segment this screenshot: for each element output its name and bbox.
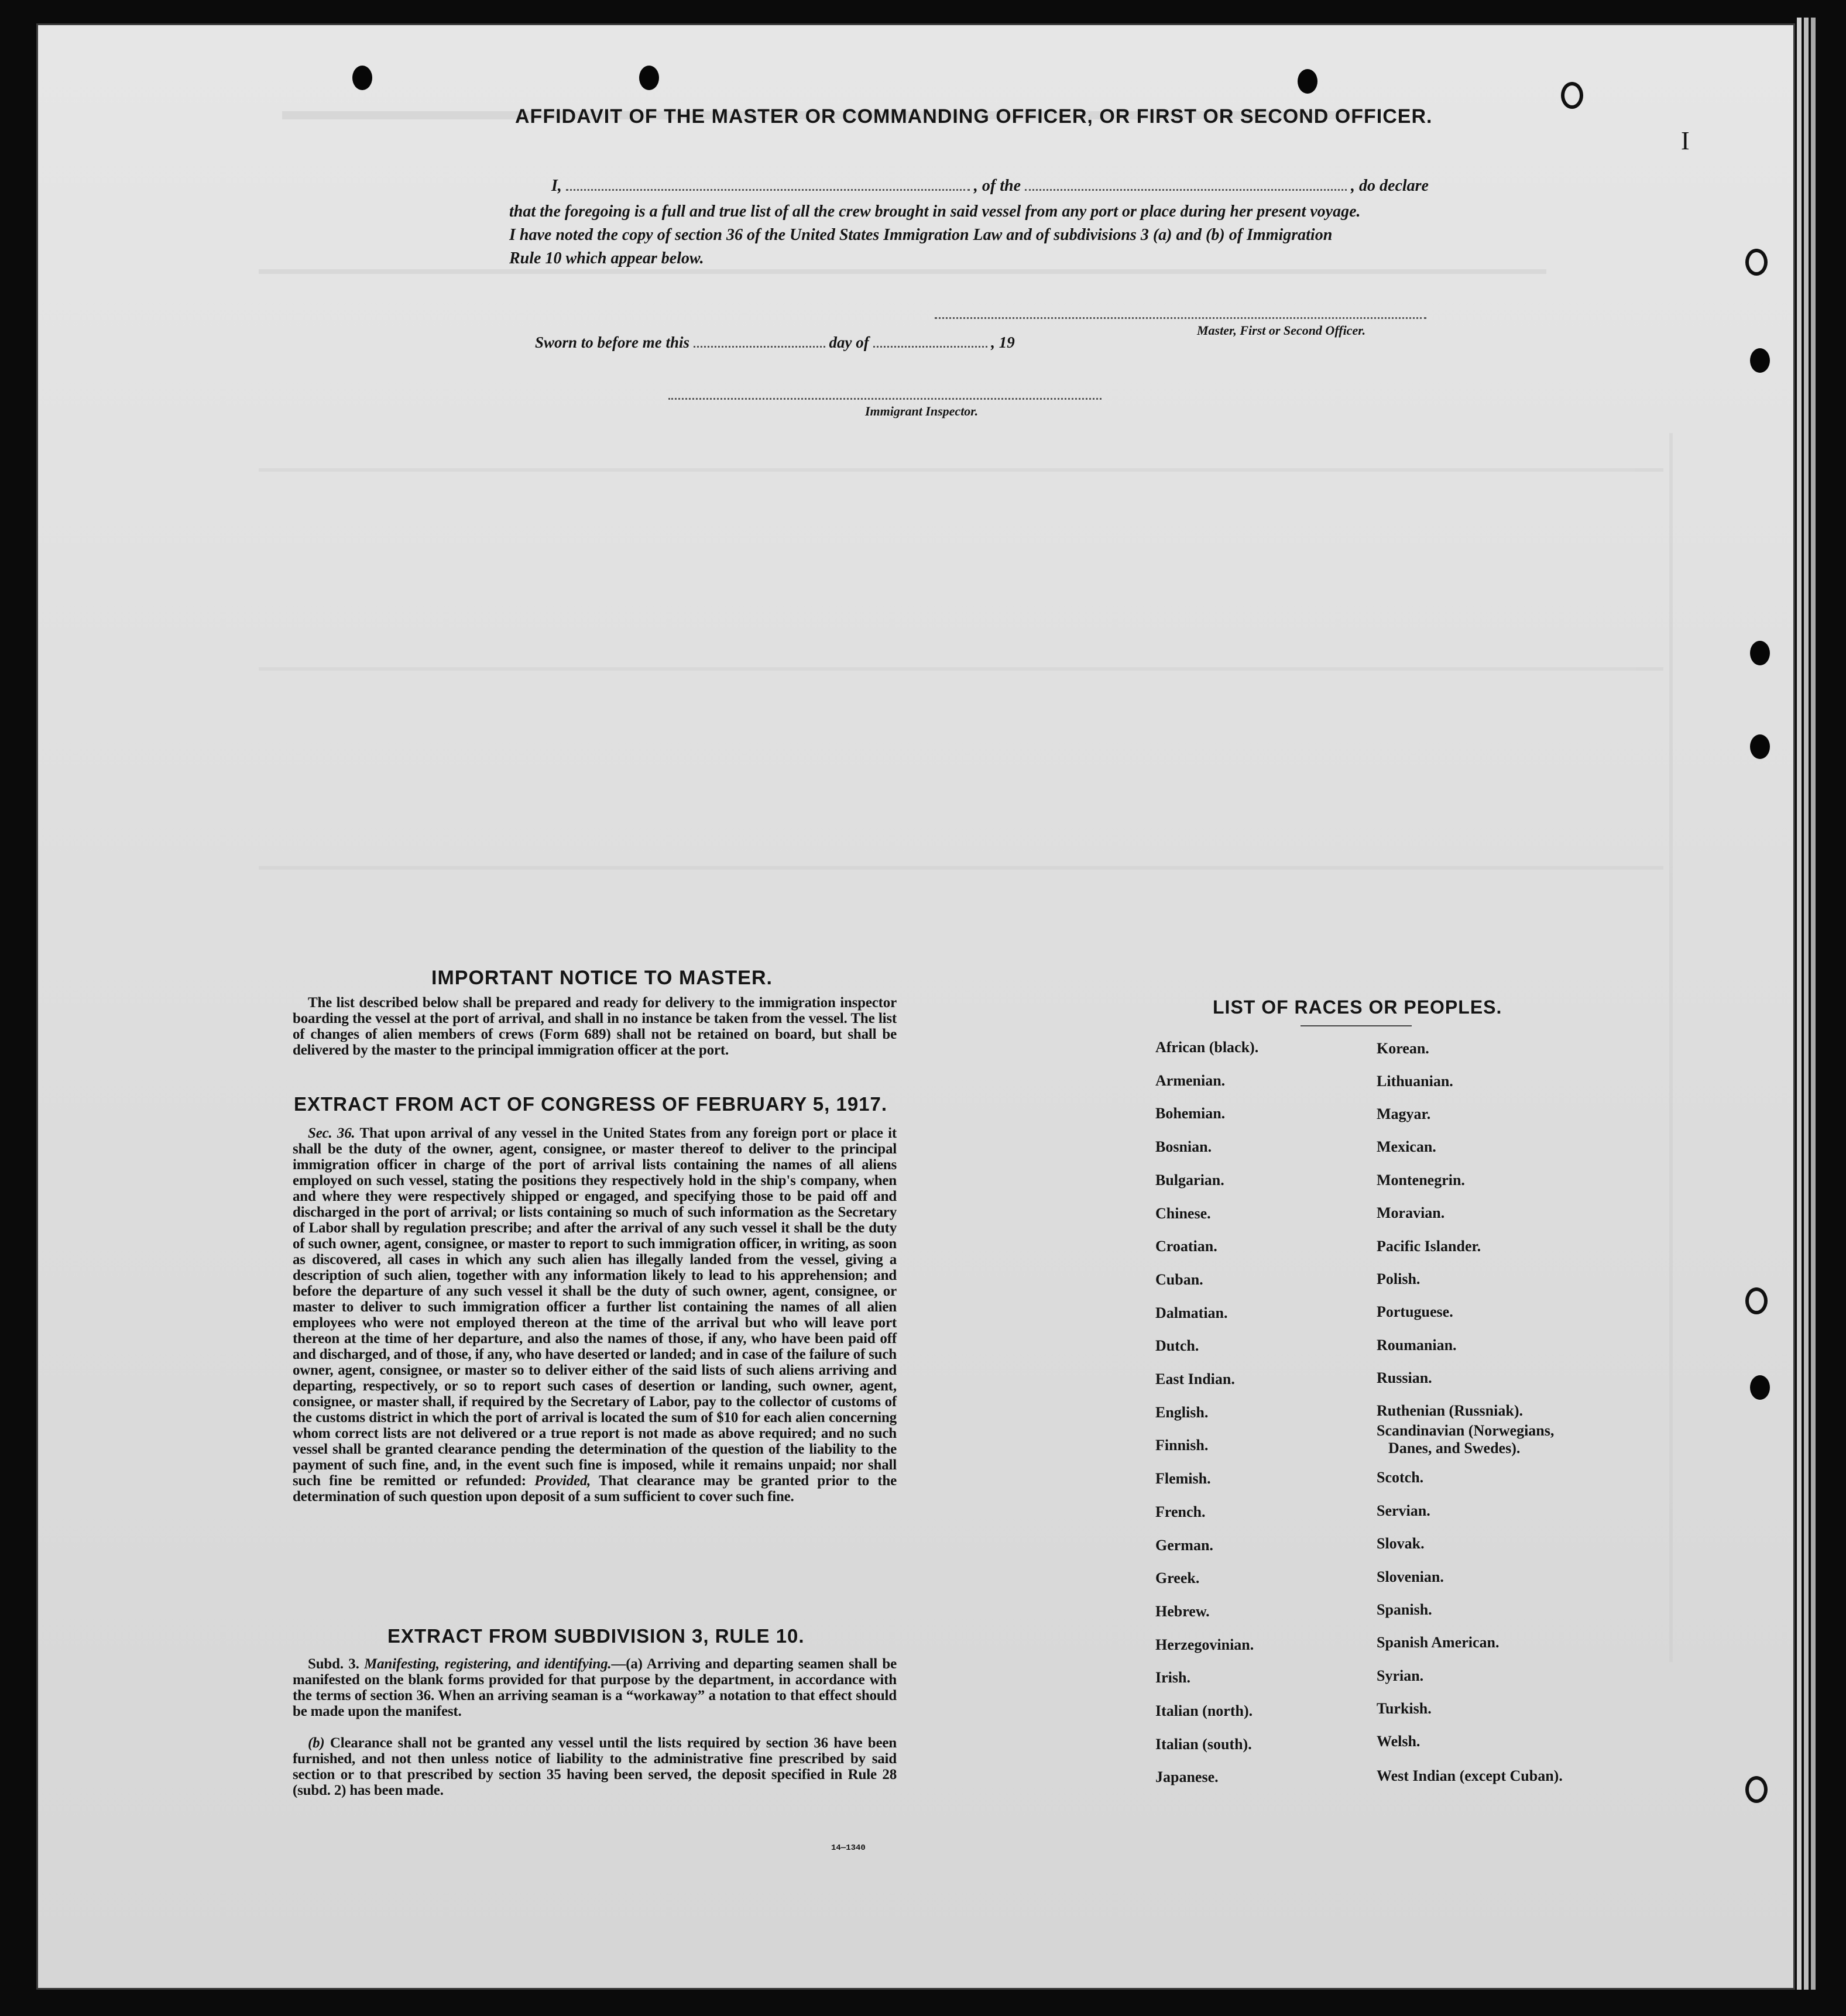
- affidavit-line-2: that the foregoing is a full and true list of all the crew brought in said vessel from any port or place during her present voyage.: [509, 202, 1361, 221]
- race-item: Korean.: [1377, 1040, 1429, 1057]
- rule-para-a: [293, 1656, 897, 1719]
- page-stack-edge: [1797, 18, 1802, 1990]
- sec-label: Sec. 36.: [308, 1125, 355, 1141]
- race-item: Montenegrin.: [1377, 1172, 1465, 1189]
- race-item: Welsh.: [1377, 1733, 1420, 1750]
- race-item: Croatian.: [1155, 1238, 1217, 1255]
- punch-hole: [1298, 69, 1317, 94]
- race-item: Roumanian.: [1377, 1337, 1457, 1354]
- race-item: Chinese.: [1155, 1205, 1211, 1222]
- race-item: French.: [1155, 1503, 1206, 1520]
- race-item: Irish.: [1155, 1669, 1190, 1686]
- master-label: Master, First or Second Officer.: [1197, 323, 1366, 338]
- sworn-line: [535, 334, 1015, 352]
- race-item: Spanish.: [1377, 1601, 1432, 1618]
- sworn-label: Sworn to before me this: [535, 334, 690, 351]
- race-item: Slovenian.: [1377, 1568, 1444, 1585]
- act-extract-title: EXTRACT FROM ACT OF CONGRESS OF FEBRUARY 5, 1917.: [294, 1093, 888, 1115]
- race-item: Scotch.: [1377, 1469, 1424, 1486]
- day-blank: [694, 346, 825, 348]
- race-item: Cuban.: [1155, 1271, 1203, 1288]
- notice-body: The list described below shall be prepared and ready for delivery to the immigration inspector boarding the vessel at the port of arrival, and shall in no instance be taken from the vessel. The list of changes of alien members of crews (Form 689) shall not be retained on board, but shall be delivered by the master to the principal immigration officer at the port.: [293, 995, 897, 1058]
- manifest-page: [36, 23, 1795, 1990]
- race-item: West Indian (except Cuban).: [1377, 1767, 1563, 1784]
- race-item: Flemish.: [1155, 1470, 1211, 1487]
- race-item: Bulgarian.: [1155, 1172, 1224, 1189]
- declarant-name-blank: [566, 189, 970, 191]
- race-item: Turkish.: [1377, 1700, 1432, 1717]
- race-item: Bosnian.: [1155, 1138, 1212, 1155]
- rule-extract-title: EXTRACT FROM SUBDIVISION 3, RULE 10.: [387, 1625, 805, 1647]
- race-item: Portuguese.: [1377, 1303, 1453, 1320]
- punch-hole: [1745, 249, 1768, 276]
- punch-hole: [639, 66, 659, 90]
- race-item: Russian.: [1377, 1369, 1432, 1386]
- of-the-label: , of the: [973, 177, 1021, 195]
- act-extract-body: [293, 1125, 897, 1505]
- race-item: Mexican.: [1377, 1138, 1436, 1155]
- race-item: Polish.: [1377, 1270, 1420, 1287]
- affidavit-line-4: Rule 10 which appear below.: [509, 249, 704, 267]
- declare-label: , do declare: [1351, 177, 1429, 195]
- form-number: 14—1340: [831, 1843, 866, 1853]
- sec-36-text: That upon arrival of any vessel in the United States from any foreign port or place it shall be the duty of the owner, agent, consignee, or master thereof to deliver to the principal immigration officer in charge of the port of arrival lists containing the names of all aliens employed on such vessel, stating the positions they respectively hold in the ship's company, when and where they were respectively shipped or engaged, and specifying those to be paid off and discharged in the port of arrival; or lists containing so much of such information as the Secretary of Labor shall by regulation prescribe; and after the arrival of any such vessel it shall be the duty of such owner, agent, consignee, or master to report to such immigration officer, in writing, as soon as discovered, all cases in which any such alien has illegally landed from the vessel, giving a description of such alien, together with any information likely to lead to his apprehension; and before the departure of any such vessel it shall be the duty of such owner, agent, consignee, or master to deliver to such immigration officer a further list containing the names of all alien employees who were not employed thereon at the time of the arrival but who will leave port thereon at the time of her departure, and also the names of those, if any, who have been paid off and discharged, and of those, if any, who have deserted or landed; and in case of the failure of such owner, agent, consignee, or master so to deliver either of the said lists of such aliens arriving and departing, respectively, or so to report such cases of desertion or landing, such owner, agent, consignee, or master shall, if required by the Secretary of Labor, pay to the collector of customs of the customs district in which the port of arrival is located the sum of $10 for each alien concerning whom correct lists are not delivered or a true report is not made as above required; and no such vessel shall be granted clearance pending the determination of the question of the liability to the payment of such fine, and, in the event such fine is imposed, while it remains unpaid; nor shall such fine be remitted or refunded:: [293, 1125, 897, 1489]
- race-item: Dutch.: [1155, 1337, 1199, 1354]
- punch-hole: [352, 66, 372, 90]
- race-item: Danes, and Swedes).: [1388, 1440, 1521, 1457]
- subd-b-label: (b): [308, 1735, 325, 1751]
- declarant-label: I,: [551, 177, 562, 195]
- punch-hole: [1750, 348, 1770, 373]
- year-label: , 19: [991, 334, 1015, 351]
- sec-36-text-end: That clearance may be granted prior to the determination of such question upon deposit of a sum sufficient to cover such fine.: [293, 1473, 897, 1505]
- affidavit-title: AFFIDAVIT OF THE MASTER OR COMMANDING OFFICER, OR FIRST OR SECOND OFFICER.: [515, 105, 1433, 128]
- race-item: Greek.: [1155, 1569, 1200, 1586]
- race-item: German.: [1155, 1537, 1213, 1554]
- side-mark: I: [1681, 126, 1690, 155]
- page-stack-edge: [1804, 18, 1809, 1990]
- race-item: African (black).: [1155, 1039, 1259, 1056]
- race-item: English.: [1155, 1404, 1209, 1421]
- inspector-label: Immigrant Inspector.: [865, 404, 979, 418]
- notice-title: IMPORTANT NOTICE TO MASTER.: [431, 967, 773, 989]
- provided-label: Provided,: [534, 1473, 591, 1489]
- race-item: Hebrew.: [1155, 1603, 1210, 1620]
- races-title-rule: [1301, 1025, 1412, 1026]
- subd-b-text: Clearance shall not be granted any vessel until the lists required by section 36 have been furnished, and not then unless notice of liability to the administrative fine prescribed by said section or to that prescribed by section 35 having been served, the deposit specified in Rule 28 (subd. 2) has been made.: [293, 1735, 897, 1798]
- affidavit-line-1: [551, 177, 1429, 195]
- race-item: Armenian.: [1155, 1072, 1226, 1089]
- race-item: Magyar.: [1377, 1105, 1431, 1122]
- race-item: Ruthenian (Russniak).: [1377, 1402, 1523, 1419]
- month-blank: [873, 346, 987, 348]
- race-item: Dalmatian.: [1155, 1304, 1228, 1321]
- race-item: Moravian.: [1377, 1204, 1445, 1221]
- punch-hole: [1561, 82, 1583, 109]
- punch-hole: [1750, 641, 1770, 665]
- race-item: Italian (north).: [1155, 1702, 1253, 1719]
- subd-heading: Manifesting, registering, and identifying.: [364, 1656, 612, 1672]
- rule-para-b: [293, 1735, 897, 1798]
- race-item: Italian (south).: [1155, 1736, 1252, 1753]
- race-item: Herzegovinian.: [1155, 1636, 1254, 1653]
- race-item: Pacific Islander.: [1377, 1238, 1481, 1255]
- inspector-signature-line: [668, 398, 1102, 400]
- race-item: Servian.: [1377, 1502, 1430, 1519]
- race-item: Finnish.: [1155, 1437, 1209, 1454]
- punch-hole: [1745, 1287, 1768, 1314]
- subd-a-text: —(a) Arriving and departing seamen shall be manifested on the blank forms provided for that purpose by the department, in accordance with the terms of section 36. When an arriving seaman is a “workaway” a notation to that effect should be made upon the manifest.: [293, 1656, 897, 1719]
- master-signature-line: [935, 317, 1426, 319]
- affidavit-line-3: I have noted the copy of section 36 of the United States Immigration Law and of subdivisions 3 (a) and (b) of Immigration: [509, 226, 1333, 244]
- subd-label: Subd. 3.: [308, 1656, 359, 1672]
- vessel-name-blank: [1025, 189, 1347, 191]
- punch-hole: [1750, 734, 1770, 759]
- race-item: Lithuanian.: [1377, 1073, 1453, 1090]
- race-item: Bohemian.: [1155, 1105, 1226, 1122]
- race-item: Syrian.: [1377, 1667, 1424, 1684]
- punch-hole: [1745, 1776, 1768, 1803]
- race-item: Japanese.: [1155, 1768, 1219, 1785]
- punch-hole: [1750, 1375, 1770, 1400]
- page-stack-edge: [1811, 18, 1816, 1990]
- race-item: Spanish American.: [1377, 1634, 1500, 1651]
- race-item: Slovak.: [1377, 1535, 1425, 1552]
- races-title: LIST OF RACES OR PEOPLES.: [1213, 997, 1502, 1018]
- day-of-label: day of: [829, 334, 869, 351]
- race-item: Scandinavian (Norwegians,: [1377, 1422, 1555, 1439]
- race-item: East Indian.: [1155, 1371, 1235, 1387]
